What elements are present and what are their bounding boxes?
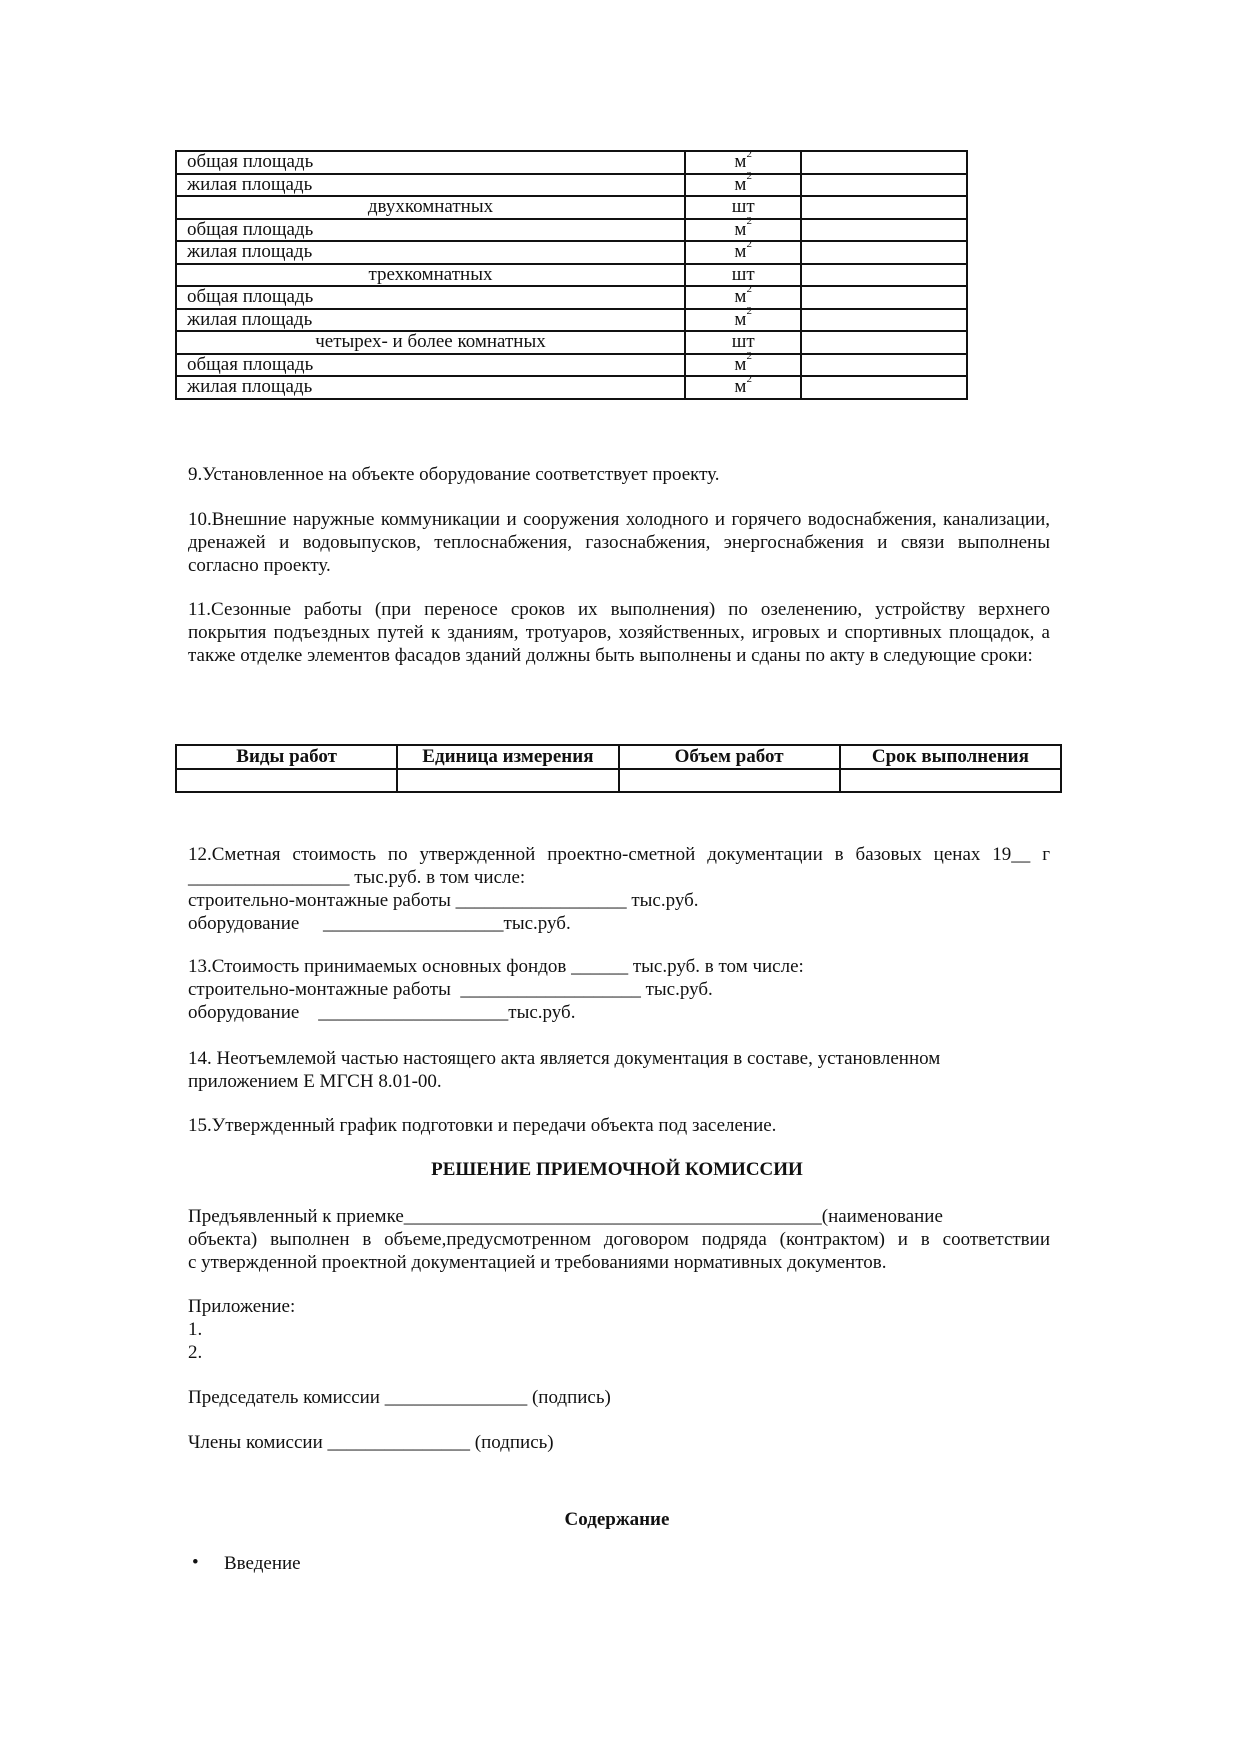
apartments-table-row <box>176 196 967 219</box>
row-unit <box>685 170 802 197</box>
unit-text: м <box>734 241 747 263</box>
unit-text: м <box>734 286 747 308</box>
row-unit <box>685 147 802 174</box>
chairman-signature: Председатель комиссии _______________ (подпись) <box>188 1387 611 1408</box>
row-label: общая площадь <box>176 354 685 377</box>
unit-text: м <box>734 308 747 330</box>
contents-item[interactable]: Введение <box>224 1553 301 1574</box>
row-unit <box>685 350 802 377</box>
row-label: общая площадь <box>176 219 685 242</box>
row-unit <box>685 264 802 287</box>
item-12 <box>188 843 1050 935</box>
item-13 <box>188 955 1050 1024</box>
works-header-volume: Объем работ <box>619 745 840 769</box>
item-13-line: строительно-монтажные работы ___________________ тыс.руб. <box>188 979 713 1000</box>
unit-superscript: 2 <box>746 215 752 228</box>
row-value <box>801 196 967 219</box>
works-cell <box>397 769 618 792</box>
decision-line: Предъявленный к приемке____________________________________________(наименование <box>188 1206 943 1227</box>
item-15: 15.Утвержденный график подготовки и передачи объекта под заселение. <box>188 1115 777 1136</box>
row-unit <box>685 282 802 309</box>
row-unit <box>685 305 802 332</box>
unit-superscript: 2 <box>746 372 752 385</box>
item-12-line: _________________ тыс.руб. в том числе: <box>188 867 526 888</box>
unit-superscript: 2 <box>746 170 752 183</box>
row-unit <box>685 215 802 242</box>
works-cell <box>176 769 397 792</box>
apartments-table-row <box>176 309 967 332</box>
row-unit <box>685 237 802 264</box>
row-label: четырех- и более комнатных <box>176 331 685 354</box>
item-12-line: строительно-монтажные работы __________________ тыс.руб. <box>188 890 699 911</box>
apartments-table-row <box>176 286 967 309</box>
works-cell <box>840 769 1061 792</box>
item-14 <box>188 1047 1050 1093</box>
row-label: двухкомнатных <box>176 196 685 219</box>
appendix-item: 2. <box>188 1342 203 1363</box>
row-value <box>801 264 967 287</box>
unit-superscript: 2 <box>746 147 752 160</box>
works-header-unit: Единица измерения <box>397 745 618 769</box>
apartments-table-row <box>176 331 967 354</box>
item-12-line: 12.Сметная стоимость по утвержденной проектно-сметной документации в базовых ценах 19__ г <box>188 844 1050 865</box>
item-14-line: приложением Е МГСН 8.01-00. <box>188 1071 442 1092</box>
row-label: общая площадь <box>176 286 685 309</box>
apartments-table-row <box>176 264 967 287</box>
row-label: жилая площадь <box>176 376 685 399</box>
decision-text <box>188 1205 1050 1274</box>
row-unit <box>685 331 802 354</box>
row-label: жилая площадь <box>176 174 685 197</box>
row-value <box>801 219 967 242</box>
decision-line: с утвержденной проектной документацией и требованиями нормативных документов. <box>188 1252 887 1273</box>
row-label: общая площадь <box>176 151 685 174</box>
unit-text: м <box>734 173 747 195</box>
appendix <box>188 1295 1050 1364</box>
unit-text: м <box>734 151 747 173</box>
unit-superscript: 2 <box>746 237 752 250</box>
item-11: 11.Сезонные работы (при переносе сроков их выполнения) по озеленению, устройству верхнего покрытия подъездных путей к зданиям, тротуаров, хозяйственных, игровых и спортивных площадок, а также отделке элементов фасадов зданий должны быть выполнены и сданы по акту в следующие сроки: <box>188 599 1050 666</box>
item-9: 9.Установленное на объекте оборудование соответствует проекту. <box>188 464 720 485</box>
apartments-table-row <box>176 241 967 264</box>
row-value <box>801 241 967 264</box>
row-label: жилая площадь <box>176 241 685 264</box>
row-value <box>801 331 967 354</box>
unit-superscript: 2 <box>746 282 752 295</box>
decision-title: РЕШЕНИЕ ПРИЕМОЧНОЙ КОМИССИИ <box>431 1159 803 1180</box>
row-unit <box>685 372 802 399</box>
unit-superscript: 2 <box>746 305 752 318</box>
unit-text: м <box>734 376 747 398</box>
unit-text: шт <box>731 331 755 353</box>
unit-text: м <box>734 218 747 240</box>
contents-title: Содержание <box>564 1509 670 1530</box>
item-10: 10.Внешние наружные коммуникации и сооружения холодного и горячего водоснабжения, канализации, дренажей и водовыпусков, теплоснабжения, газоснабжения, энергоснабжения и связи выполнены согласно проекту. <box>188 509 1050 576</box>
row-value <box>801 151 967 174</box>
apartments-table-row <box>176 219 967 242</box>
row-value <box>801 354 967 377</box>
works-table-row <box>176 769 1061 792</box>
item-12-line: оборудование ___________________тыс.руб. <box>188 913 571 934</box>
unit-text: шт <box>731 196 755 218</box>
members-signature: Члены комиссии _______________ (подпись) <box>188 1432 554 1453</box>
apartments-table-row <box>176 354 967 377</box>
apartments-table-row <box>176 376 967 399</box>
row-label: трехкомнатных <box>176 264 685 287</box>
row-label: жилая площадь <box>176 309 685 332</box>
bullet-icon: • <box>192 1552 199 1573</box>
appendix-item: 1. <box>188 1319 203 1340</box>
decision-line: объекта) выполнен в объеме,предусмотренном договором подряда (контрактом) и в соответствии <box>188 1229 1050 1250</box>
works-header-type: Виды работ <box>176 745 397 769</box>
row-value <box>801 376 967 399</box>
item-14-line: 14. Неотъемлемой частью настоящего акта является документация в составе, установленном <box>188 1048 941 1069</box>
works-header-deadline: Срок выполнения <box>840 745 1061 769</box>
row-value <box>801 286 967 309</box>
apartments-table <box>175 147 968 400</box>
unit-text: шт <box>731 263 755 285</box>
works-table <box>175 744 1062 793</box>
item-13-line: 13.Стоимость принимаемых основных фондов ______ тыс.руб. в том числе: <box>188 956 804 977</box>
works-table-header-row <box>176 745 1061 769</box>
apartments-table-row <box>176 151 967 174</box>
row-value <box>801 174 967 197</box>
apartments-table-row <box>176 174 967 197</box>
row-unit <box>685 196 802 219</box>
item-13-line: оборудование ____________________тыс.руб. <box>188 1002 576 1023</box>
row-value <box>801 309 967 332</box>
works-cell <box>619 769 840 792</box>
unit-text: м <box>734 353 747 375</box>
unit-superscript: 2 <box>746 350 752 363</box>
appendix-label: Приложение: <box>188 1296 296 1317</box>
